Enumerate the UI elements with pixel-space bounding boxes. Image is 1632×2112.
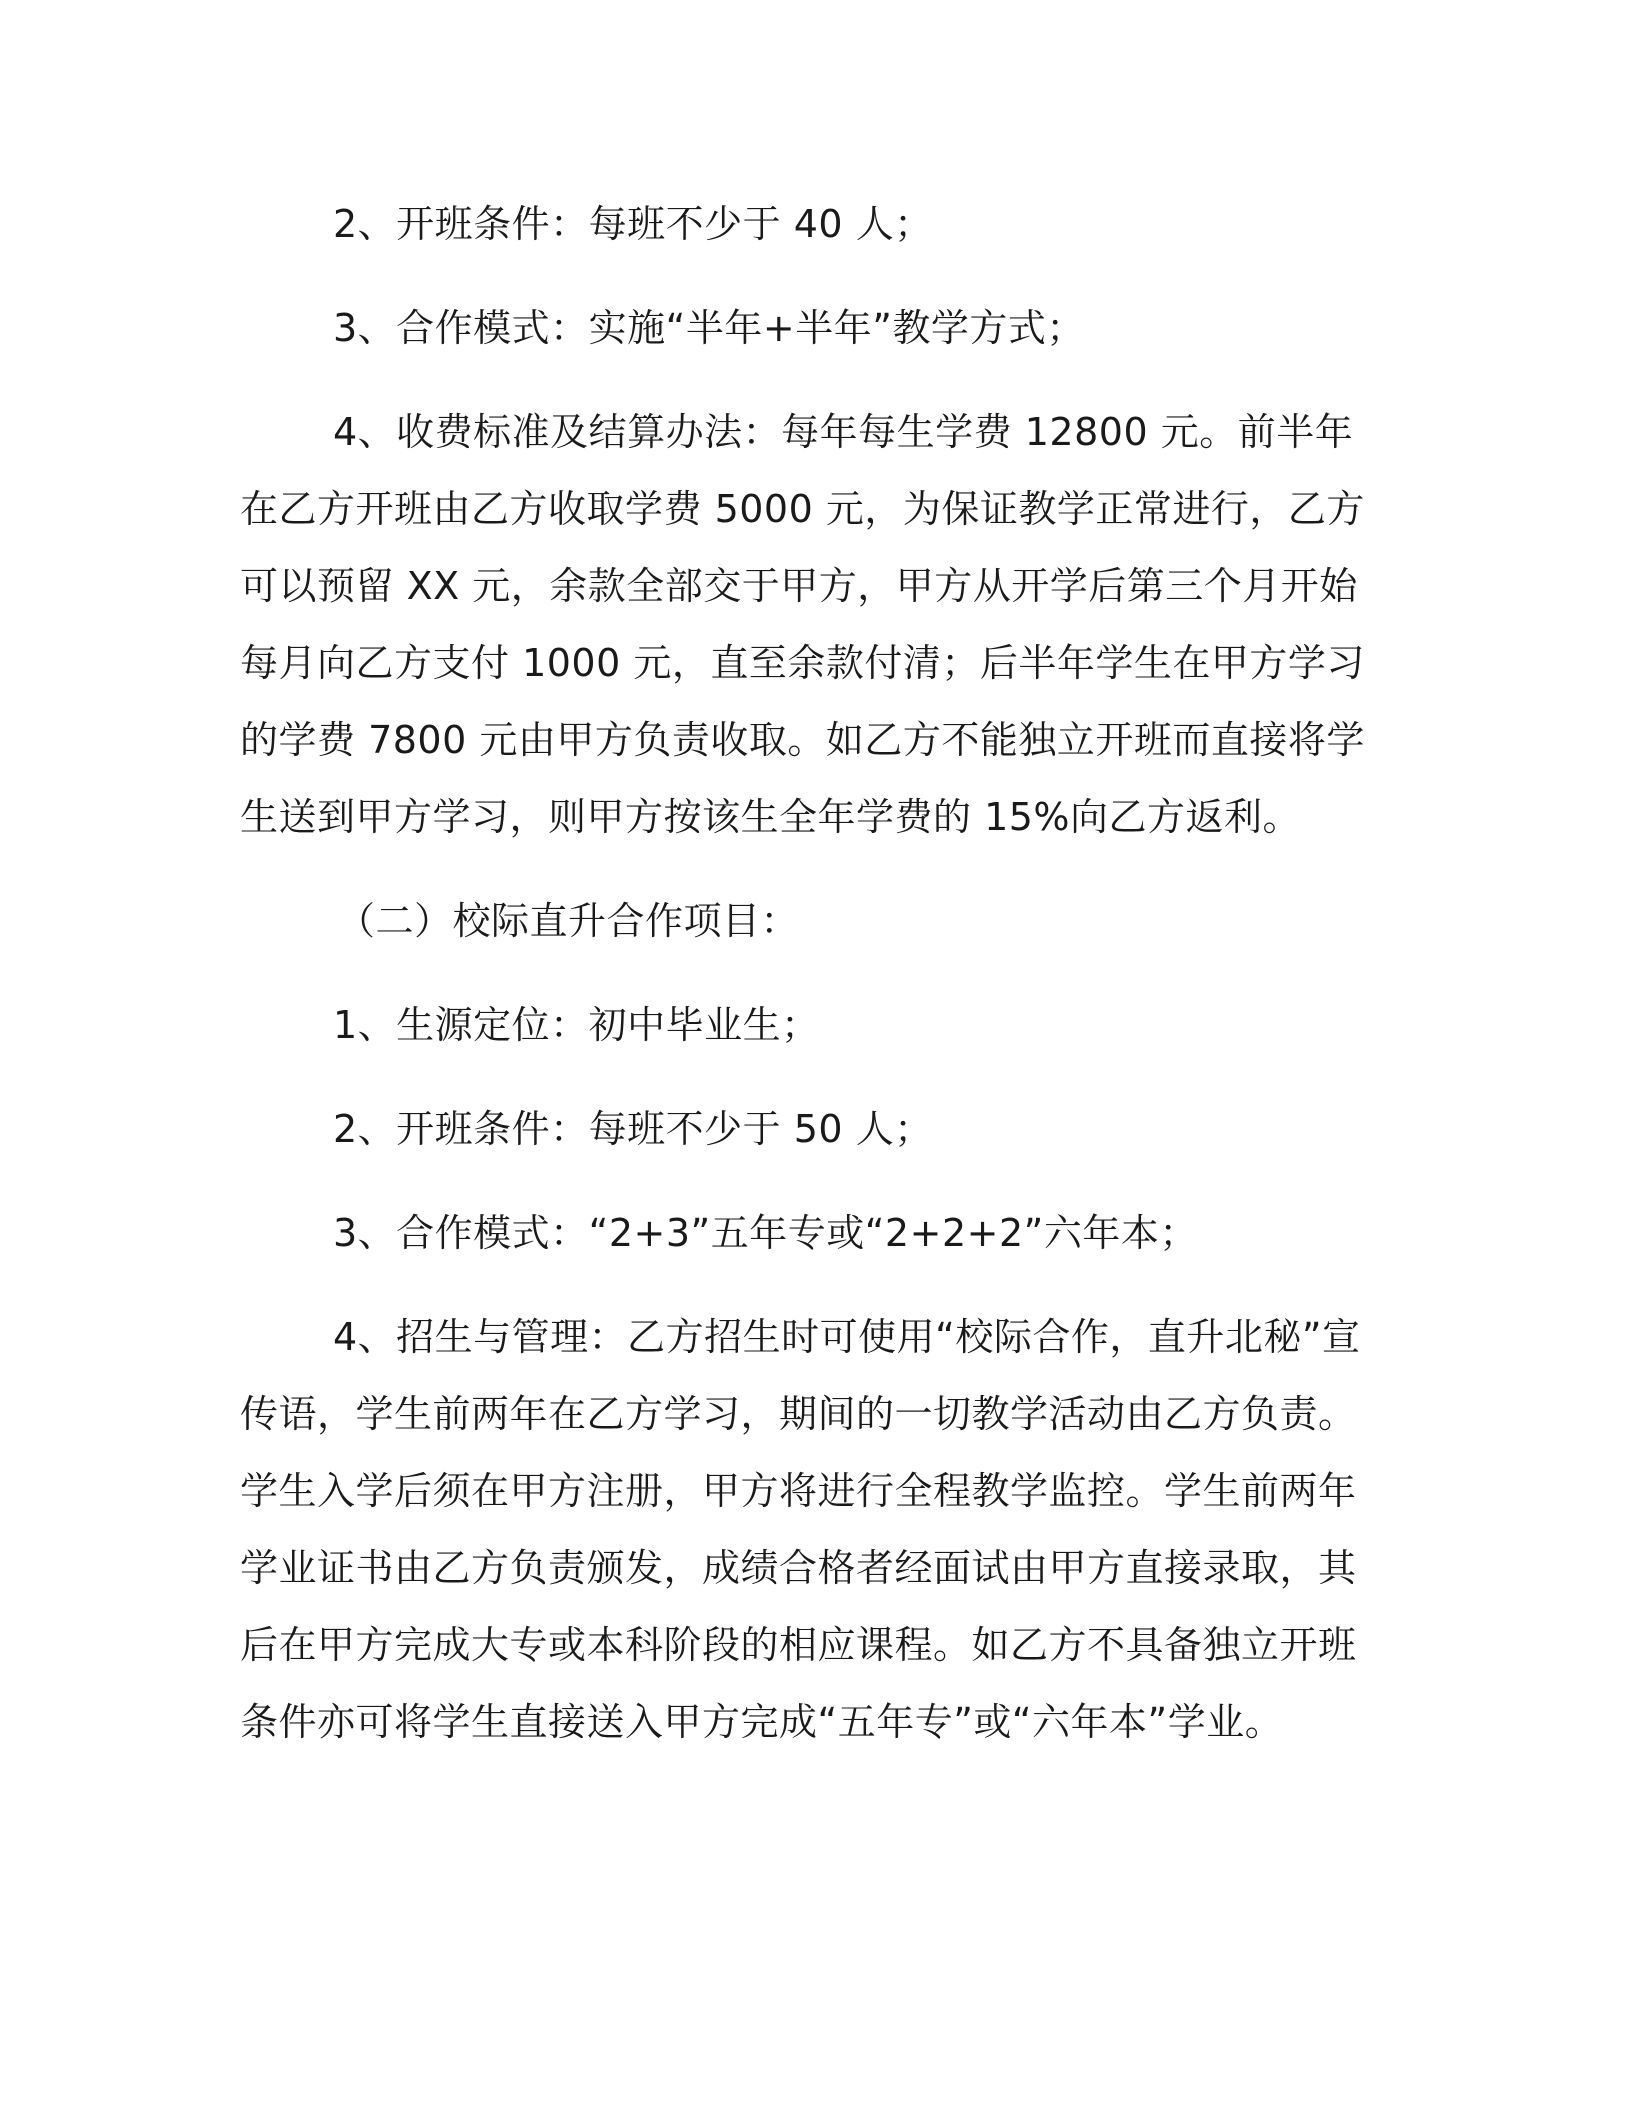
paragraph-cooperation-mode-2: 3、合作模式：“2+3”五年专或“2+2+2”六年本； — [333, 1211, 1198, 1255]
document-body — [240, 186, 1390, 1761]
paragraph-student-source: 1、生源定位：初中毕业生； — [333, 1003, 820, 1047]
paragraph-class-condition-2: 2、开班条件：每班不少于 50 人； — [333, 1107, 933, 1151]
paragraph-cooperation-mode-1: 3、合作模式：实施“半年+半年”教学方式； — [333, 306, 1085, 350]
section-heading-direct-promotion: （二）校际直升合作项目： — [337, 899, 800, 943]
paragraph-fees-settlement: 4、收费标准及结算办法：每年每生学费 12800 元。前半年在乙方开班由乙方收取学费 5000 元，为保证教学正常进行，乙方可以预留 XX 元，余款全部交于甲方，甲方从开学后第三个月开始每月向乙方支付 1000 元，直至余款付清；后半年学生在甲方学习的学费 7800 元由甲方负责收取。如乙方不能独立开班而直接将学生送到甲方学习，则甲方按该生全年学费的 15%向乙方返利。 — [240, 410, 1365, 839]
paragraph-enrollment-management: 4、招生与管理：乙方招生时可使用“校际合作，直升北秘”宣传语，学生前两年在乙方学习，期间的一切教学活动由乙方负责。学生入学后须在甲方注册，甲方将进行全程教学监控。学生前两年学业证书由乙方负责颁发，成绩合格者经面试由甲方直接录取，其后在甲方完成大专或本科阶段的相应课程。如乙方不具备独立开班条件亦可将学生直接送入甲方完成“五年专”或“六年本”学业。 — [240, 1315, 1361, 1744]
paragraph-class-condition-1: 2、开班条件：每班不少于 40 人； — [333, 202, 933, 246]
